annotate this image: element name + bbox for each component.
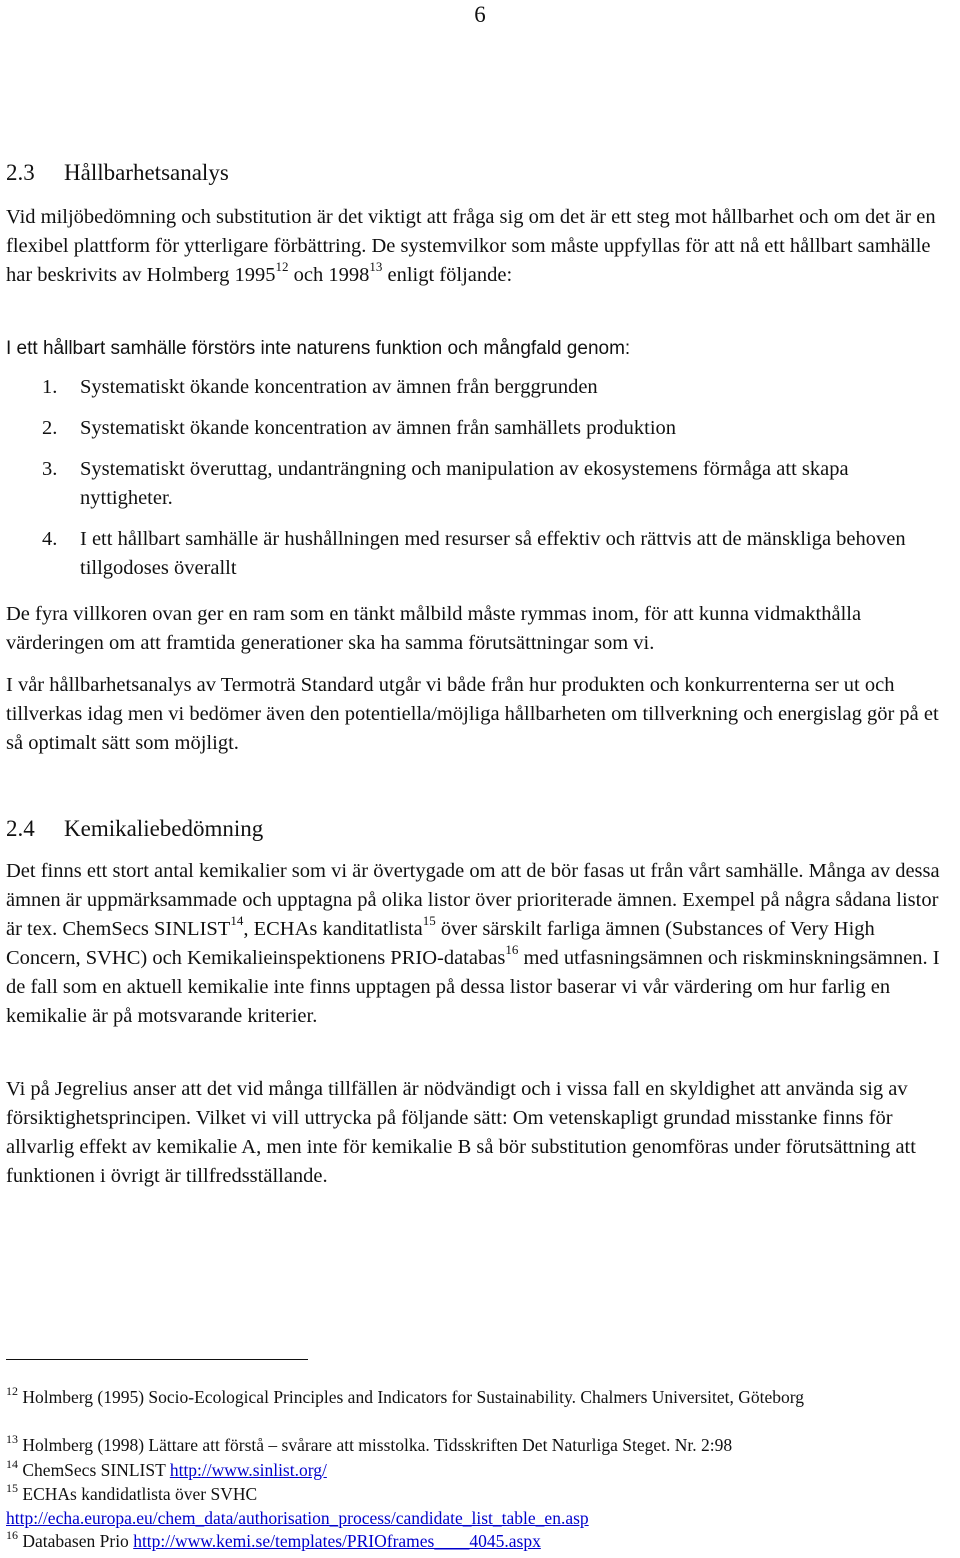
footnote-16: [6, 1530, 946, 1554]
footnote-number: 13: [6, 1432, 18, 1447]
section-title: Hållbarhetsanalys: [64, 160, 229, 185]
list-item: [6, 455, 946, 513]
footnote-ref-16[interactable]: 16: [505, 942, 519, 958]
section-number: 2.4: [6, 816, 35, 841]
framework-paragraph: De fyra villkoren ovan ger en ram som en tänkt målbild måste rymmas inom, för att kunna vidmakthålla värderingen om att framtida generationer ska ha samma förutsättningar som vi.: [6, 603, 862, 654]
list-item: [6, 414, 946, 443]
footnote-ref-12[interactable]: 12: [275, 259, 289, 275]
intro-text: och 1998: [288, 264, 370, 286]
chemicals-paragraph: [6, 857, 946, 1031]
list-item-number: 4.: [42, 528, 58, 550]
footnote-text: ECHAs kandidatlista över SVHC: [22, 1484, 258, 1504]
system-conditions-list: [6, 373, 946, 583]
footnote-15: [6, 1483, 946, 1530]
prio-link[interactable]: http://www.kemi.se/templates/PRIOframes____4045.aspx: [133, 1531, 541, 1551]
footnote-text: Holmberg (1998) Lättare att förstå – svårare att misstolka. Tidsskriften Det Naturliga Steget. Nr. 2:98: [22, 1435, 733, 1455]
intro-text: Vid miljöbedömning och substitution är det viktigt att fråga sig om det är ett steg mot hållbarhet och om det är en flexibel plattform för ytterligare förbättring. De systemvilkor som måste uppfyllas för att nå ett hållbart samhälle har beskrivits av Holmberg 1995: [6, 206, 936, 286]
footnote-number: 15: [6, 1481, 18, 1496]
list-item: [6, 525, 946, 583]
footnote-text: Holmberg (1995) Socio-Ecological Principles and Indicators for Sustainability. Chalmers Universitet, Göteborg: [22, 1387, 805, 1407]
chemicals-text: Det finns ett stort antal kemikalier som vi är övertygade om att de bör fasas ut från vårt samhälle. Många av dessa ämnen är uppmärksammade och upptagna på olika listor över prioriterade ämnen. Exempel på några sådana listor är tex. ChemSecs SINLIST: [6, 860, 940, 940]
footnote-number: 16: [6, 1528, 18, 1543]
echa-link[interactable]: http://echa.europa.eu/chem_data/authorisation_process/candidate_list_table_en.asp: [6, 1507, 589, 1528]
footnote-ref-15[interactable]: 15: [422, 913, 436, 929]
footnote-separator: [6, 1359, 308, 1360]
section-heading-hallbarhetsanalys: [6, 160, 229, 186]
list-item: [6, 373, 946, 402]
chemicals-text: över särskilt farliga ämnen (Substances of Very High Concern, SVHC) och Kemikalieinspektionens PRIO-databas: [6, 918, 875, 969]
list-item-number: 1.: [42, 376, 58, 398]
list-item-text: I ett hållbart samhälle är hushållningen med resurser så effektiv och rättvis att de mänskliga behoven tillgodoses överallt: [80, 528, 906, 579]
page-number: 6: [474, 2, 486, 27]
footnote-number: 14: [6, 1457, 18, 1472]
intro-paragraph: [6, 203, 946, 290]
footnote-14: [6, 1459, 946, 1483]
list-item-number: 3.: [42, 458, 58, 480]
intro-text: enligt följande:: [382, 264, 513, 286]
analysis-paragraph: I vår hållbarhetsanalys av Termoträ Standard utgår vi både från hur produkten och konkurrenterna ser ut och tillverkas idag men vi bedömer även den potentiella/möjliga hållbarheten om tillverkning och energislag gör på et så optimalt sätt som möjligt.: [6, 674, 939, 754]
footnote-13: [6, 1434, 946, 1458]
footnote-ref-13[interactable]: 13: [369, 259, 383, 275]
footnote-text: Databasen Prio: [22, 1531, 134, 1551]
section-title: Kemikaliebedömning: [64, 816, 264, 841]
footnote-ref-14[interactable]: 14: [230, 913, 244, 929]
chemicals-text: med utfasningsämnen och riskminskningsämnen. I de fall som en aktuell kemikalie inte finns upptagen på dessa listor baserar vi vår värdering om hur farlig en kemikalie är på motsvarande kriterier.: [6, 947, 940, 1027]
list-item-text: Systematiskt överuttag, undanträngning och manipulation av ekosystemens förmåga att skapa nyttigheter.: [80, 458, 849, 509]
precaution-paragraph: Vi på Jegrelius anser att det vid många tillfällen är nödvändigt och i vissa fall en skyldighet att använda sig av försiktighetsprincipen. Vilket vi vill uttrycka på följande sätt: Om vetenskapligt grundad misstanke finns för allvarlig effekt av kemikalie A, men inte för kemikalie B så bör substitution genomföras under förutsättning att funktionen i övrigt är tillfredsställande.: [6, 1078, 916, 1187]
footnote-text: ChemSecs SINLIST: [22, 1460, 170, 1480]
list-item-text: Systematiskt ökande koncentration av ämnen från berggrunden: [80, 376, 598, 398]
footnote-number: 12: [6, 1384, 18, 1399]
list-item-number: 2.: [42, 417, 58, 439]
chemicals-text: , ECHAs kanditatlista: [243, 918, 423, 940]
conditions-lead: I ett hållbart samhälle förstörs inte naturens funktion och mångfald genom:: [6, 338, 631, 359]
list-item-text: Systematiskt ökande koncentration av ämnen från samhällets produktion: [80, 417, 677, 439]
footnote-12: [6, 1386, 946, 1410]
section-number: 2.3: [6, 160, 35, 185]
section-heading-kemikaliebedomning: [6, 816, 263, 842]
sinlist-link[interactable]: http://www.sinlist.org/: [169, 1460, 327, 1480]
